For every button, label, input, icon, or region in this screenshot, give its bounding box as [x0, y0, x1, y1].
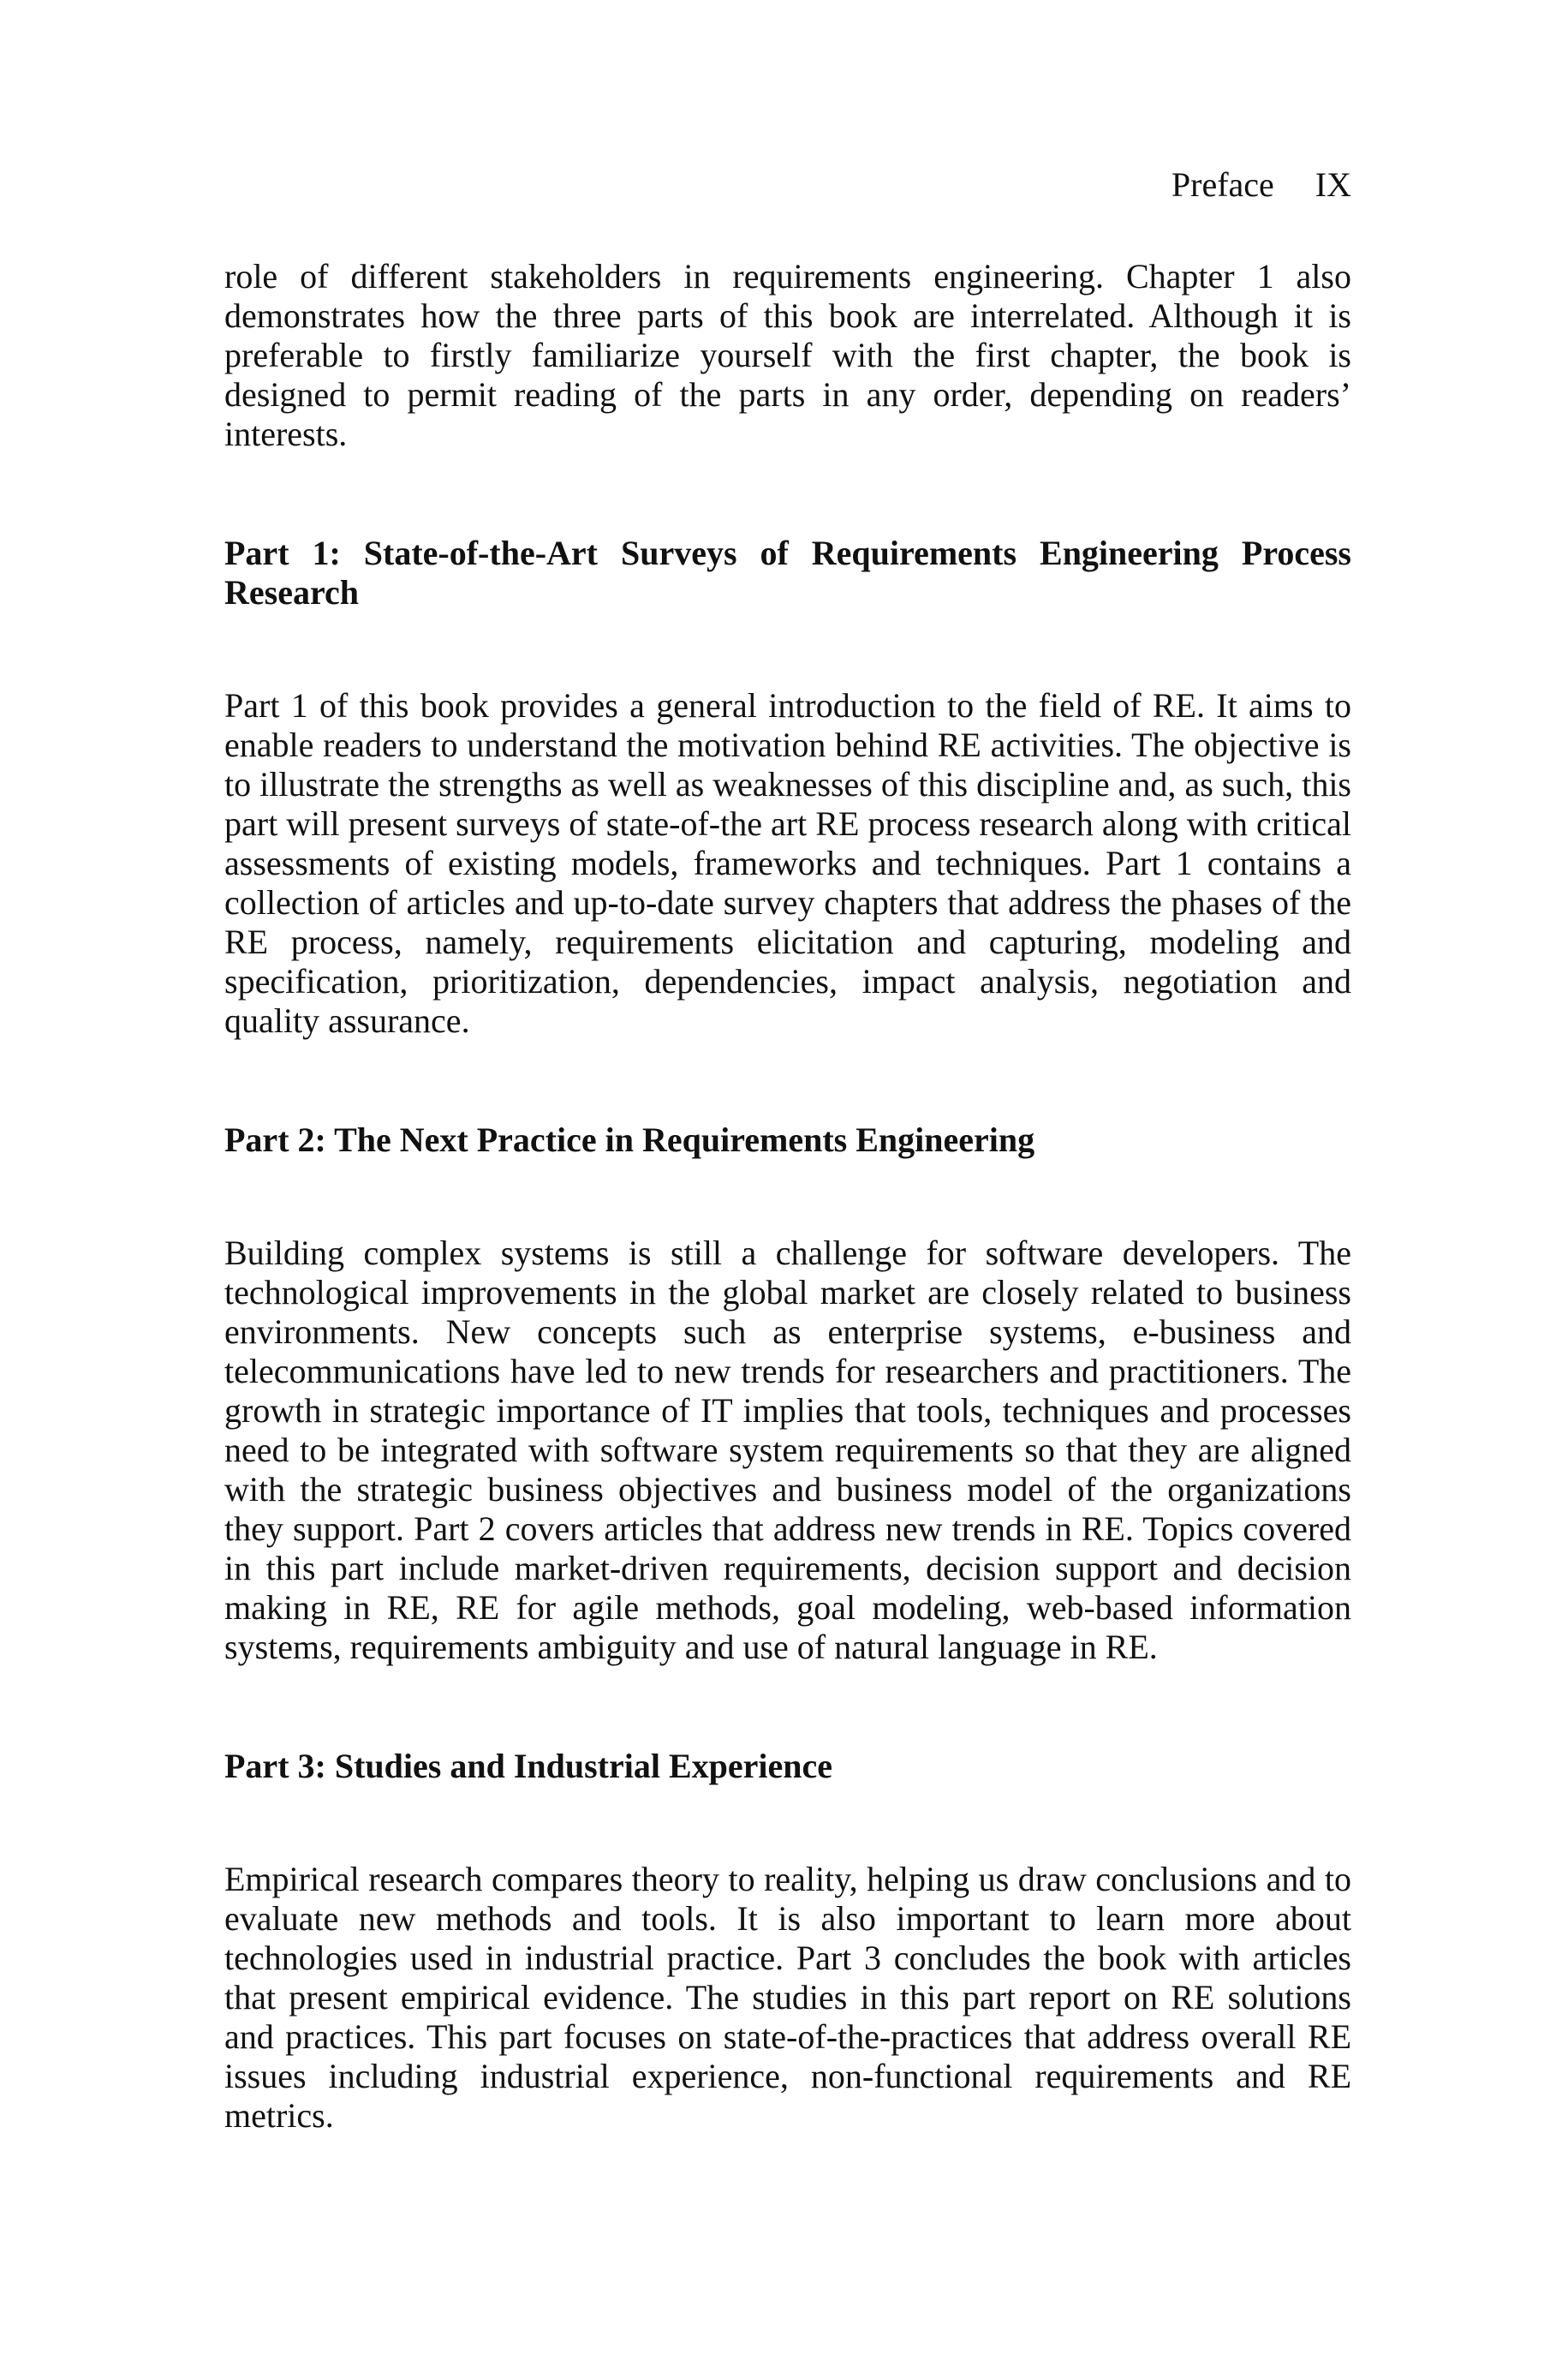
part-1-paragraph: Part 1 of this book provides a general introduction to the field of RE. It aims to enable readers to understand the motivation behind RE activities. The objective is to illustrate the strengths as well as weaknesses of this discipline and, as such, this part will present surveys of state-of-the art RE process research along with critical assessments of existing models, frameworks and techniques. Part 1 contains a collection of articles and up-to-date survey chapters that address the phases of the RE process, namely, requirements elicitation and capturing, modeling and specification, prioritization, dependencies, impact analysis, negotiation and quality assurance.	[224, 686, 1351, 1040]
book-page	[224, 164, 1351, 2136]
page-number: IX	[1315, 165, 1351, 204]
part-1-heading: Part 1: State-of-the-Art Surveys of Requirements Engineering Process Research	[224, 534, 1351, 612]
part-3-heading: Part 3: Studies and Industrial Experience	[224, 1747, 833, 1785]
running-header	[224, 164, 1351, 206]
part-2-heading: Part 2: The Next Practice in Requirements Engineering	[224, 1120, 1035, 1159]
header-section-title: Preface	[1171, 165, 1274, 204]
part-3-paragraph: Empirical research compares theory to reality, helping us draw conclusions and to evaluate new methods and tools. It is also important to learn more about technologies used in industrial practice. Part 3 concludes the book with articles that present empirical evidence. The studies in this part report on RE solutions and practices. This part focuses on state-of-the-practices that address overall RE issues including industrial experience, non-functional requirements and RE metrics.	[224, 1860, 1351, 2135]
intro-paragraph: role of different stakeholders in requirements engineering. Chapter 1 also demonstrates how the three parts of this book are interrelated. Although it is preferable to firstly familiarize yourself with the first chapter, the book is designed to permit reading of the parts in any order, depending on readers’ interests.	[224, 257, 1351, 453]
part-2-paragraph: Building complex systems is still a challenge for software developers. The technological improvements in the global market are closely related to business environments. New concepts such as enterprise systems, e-business and telecommunications have led to new trends for researchers and practitioners. The growth in strategic importance of IT implies that tools, techniques and processes need to be integrated with software system requirements so that they are aligned with the strategic business objectives and business model of the organizations they support. Part 2 covers articles that address new trends in RE. Topics covered in this part include market-driven requirements, decision support and decision making in RE, RE for agile methods, goal modeling, web-based information systems, requirements ambiguity and use of natural language in RE.	[224, 1234, 1351, 1666]
